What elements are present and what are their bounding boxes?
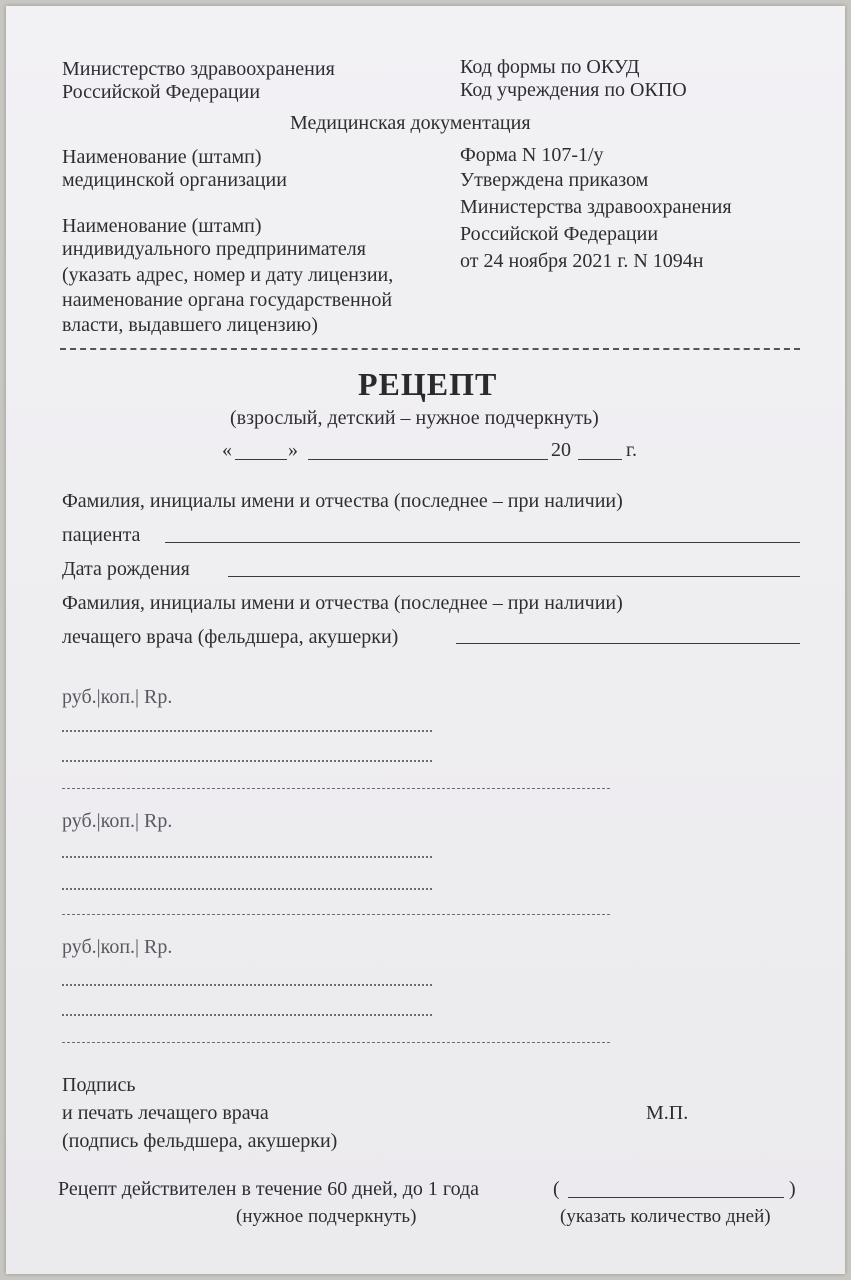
rx-label: руб.|коп.| Rp. <box>62 810 173 832</box>
validity-text: Рецепт действителен в течение 60 дней, до 1 года <box>58 1178 480 1200</box>
okud-code-label: Код формы по ОКУД <box>460 56 640 78</box>
rx-label: руб.|коп.| Rp. <box>62 686 173 708</box>
approved-line-2: Министерства здравоохранения <box>460 196 732 218</box>
birth-date-field[interactable] <box>228 576 800 577</box>
approved-line-3: Российской Федерации <box>460 223 659 245</box>
rx-separator <box>62 914 610 915</box>
date-year-prefix: 20 <box>551 439 571 461</box>
ministry-line-1: Министерство здравоохранения <box>62 58 335 80</box>
date-close-quote: » <box>288 439 298 461</box>
doctor-name-label: Фамилия, инициалы имени и отчества (последнее – при наличии) <box>62 592 623 614</box>
signature-line-2: и печать лечащего врача <box>62 1102 269 1124</box>
date-year-field[interactable] <box>578 459 622 460</box>
rx-line[interactable] <box>62 888 432 890</box>
ip-stamp-line-3: (указать адрес, номер и дату лицензии, <box>62 264 394 286</box>
days-hint: (указать количество дней) <box>560 1206 771 1227</box>
signature-line-1: Подпись <box>62 1074 136 1096</box>
ip-stamp-line-5: власти, выдавшего лицензию) <box>62 314 318 336</box>
ip-stamp-line-2: индивидуального предпринимателя <box>62 238 366 260</box>
approved-line-1: Утверждена приказом <box>460 169 649 191</box>
date-day-field[interactable] <box>235 459 287 460</box>
cut-line <box>60 348 800 350</box>
ip-stamp-line-4: наименование органа государственной <box>62 289 393 311</box>
rx-line[interactable] <box>62 1014 432 1016</box>
validity-days-field[interactable] <box>568 1197 784 1198</box>
patient-name-label: Фамилия, инициалы имени и отчества (последнее – при наличии) <box>62 490 623 512</box>
form-number: Форма N 107-1/у <box>460 144 604 166</box>
validity-close-paren: ) <box>789 1178 796 1200</box>
approved-line-4: от 24 ноября 2021 г. N 1094н <box>460 250 704 272</box>
prescription-title: РЕЦЕПТ <box>358 366 498 402</box>
rx-separator <box>62 788 610 789</box>
medical-documentation-label: Медицинская документация <box>290 112 531 134</box>
stamp-place-label: М.П. <box>646 1102 689 1124</box>
doctor-name-field[interactable] <box>456 643 800 644</box>
date-open-quote: « <box>222 439 232 461</box>
rx-label: руб.|коп.| Rp. <box>62 936 173 958</box>
signature-line-3: (подпись фельдшера, акушерки) <box>62 1130 338 1152</box>
birth-date-label: Дата рождения <box>62 558 190 580</box>
rx-line[interactable] <box>62 984 432 986</box>
org-stamp-line-1: Наименование (штамп) <box>62 146 262 168</box>
ip-stamp-line-1: Наименование (штамп) <box>62 215 262 237</box>
patient-name-field[interactable] <box>165 542 800 543</box>
underline-hint: (нужное подчеркнуть) <box>236 1206 417 1227</box>
rx-line[interactable] <box>62 856 432 858</box>
validity-open-paren: ( <box>553 1178 560 1200</box>
rx-line[interactable] <box>62 730 432 732</box>
org-stamp-line-2: медицинской организации <box>62 169 287 191</box>
patient-name-label-2: пациента <box>62 524 141 546</box>
ministry-line-2: Российской Федерации <box>62 81 261 103</box>
rx-separator <box>62 1042 610 1043</box>
rx-line[interactable] <box>62 760 432 762</box>
patient-type-subtitle: (взрослый, детский – нужное подчеркнуть) <box>230 407 599 429</box>
doctor-name-label-2: лечащего врача (фельдшера, акушерки) <box>62 626 399 648</box>
date-year-suffix: г. <box>626 439 637 461</box>
date-month-field[interactable] <box>308 459 548 460</box>
okpo-code-label: Код учреждения по ОКПО <box>460 79 687 101</box>
